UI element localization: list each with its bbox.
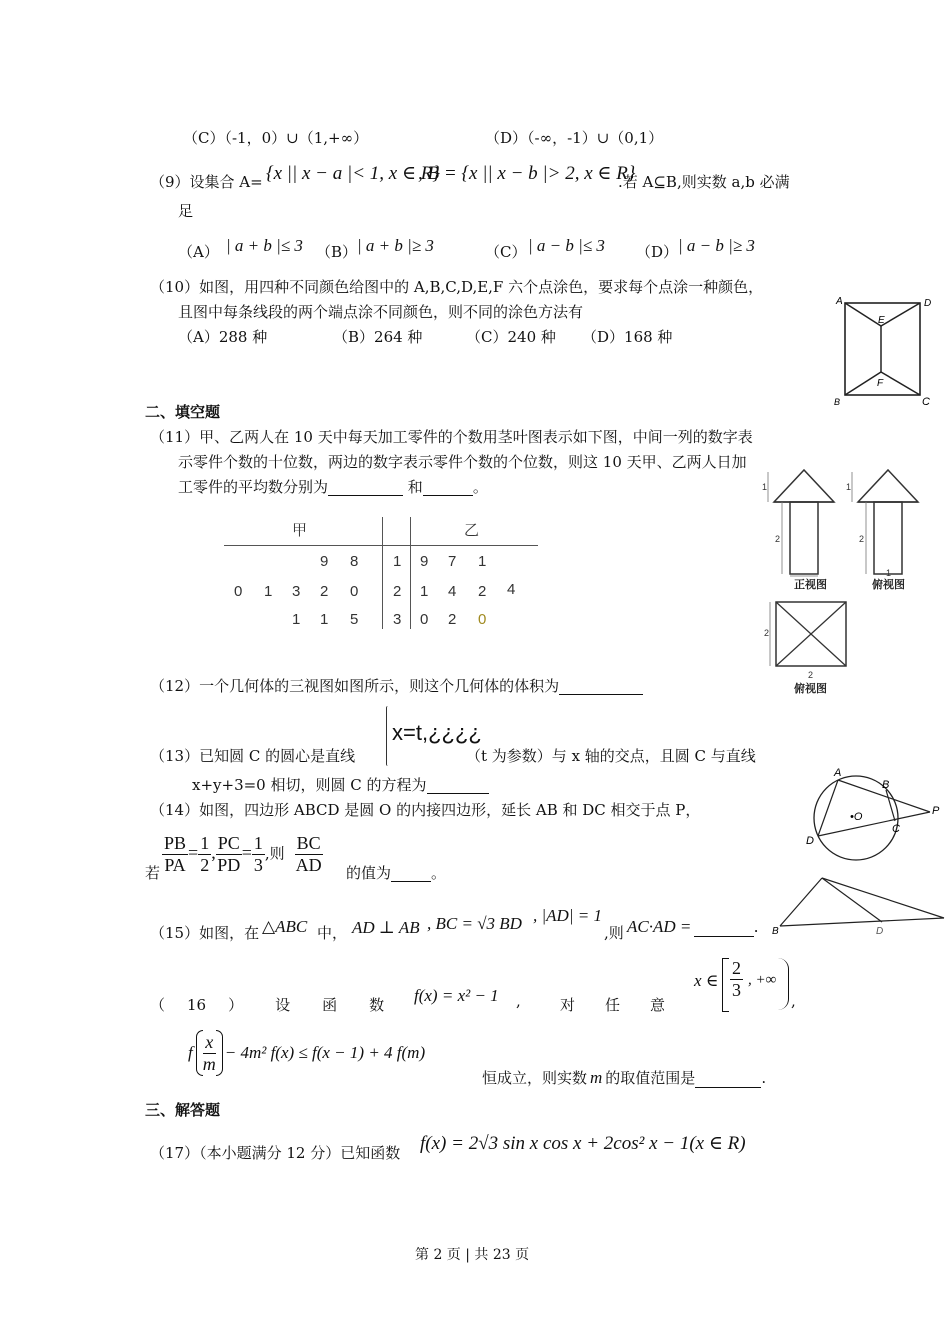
- stem-value: 2: [393, 583, 402, 600]
- q10-line2: 且图中每条线段的两个端点涂不同颜色，则不同的涂色方法有: [178, 303, 584, 321]
- q15-dot-text: AC·AD =: [627, 917, 692, 936]
- q16-tail-text: 恒成立，则实数: [482, 1069, 588, 1087]
- stem-leaf-head-jia: 甲: [292, 522, 308, 539]
- q16-ineq-num: x: [203, 1032, 216, 1054]
- q9-lead: （9）设集合 A=: [150, 173, 263, 191]
- q10-line1: （10）如图，用四种不同颜色给图中的 A,B,C,D,E,F 六个点涂色，要求每个点涂一种颜色，: [150, 278, 764, 296]
- top-dim-side: 2: [764, 628, 770, 638]
- q9-option-b-label: （B）: [316, 243, 358, 261]
- q11-line1: （11）甲、乙两人在 10 天中每天加工零件的个数用茎叶图表示如下图，中间一列的数字表: [150, 428, 753, 446]
- q13-line2-text: x+y+3=0 相切，则圆 C 的方程为: [192, 776, 427, 794]
- side-dim-1: 1: [846, 482, 852, 492]
- q10-option-a: （A）288 种: [178, 328, 268, 346]
- q9-option-d: | a − b |≥ 3: [678, 236, 755, 255]
- q15-mid: 中，: [317, 924, 348, 942]
- q16-f: f: [188, 1043, 193, 1062]
- q16-m: m: [590, 1068, 603, 1087]
- q16-number: 16: [187, 996, 207, 1014]
- leaf-right: 7: [448, 553, 457, 570]
- q16-blank[interactable]: [695, 1073, 761, 1088]
- q16-paren: [778, 958, 789, 1010]
- q15-lead: （15）如图，在: [150, 924, 260, 942]
- fig15-label-b: B: [772, 926, 779, 937]
- leaf-right: 2: [448, 611, 457, 628]
- frac-pb: PB: [164, 833, 187, 853]
- q13-line2: [192, 776, 489, 794]
- leaf-left: 0: [350, 583, 359, 600]
- leaf-left: 9: [320, 553, 329, 570]
- q16-tail-text-2: 的取值范围是: [605, 1069, 696, 1087]
- frac-den: 3: [253, 854, 263, 875]
- q16-word: 数: [369, 996, 385, 1014]
- q9-option-a-label: （A）: [178, 243, 219, 261]
- q10-option-d: （D）168 种: [582, 328, 673, 346]
- q16-lead: [150, 996, 384, 1014]
- q16-frac-num: 2: [732, 958, 741, 978]
- q9-set-a: {x || x − a |< 1, x ∈ R}: [266, 163, 440, 184]
- front-view-label: 正视图: [794, 579, 827, 591]
- stem-leaf-head-yi: 乙: [464, 522, 480, 539]
- q16-comma: ,: [516, 992, 521, 1010]
- leaf-left: 2: [320, 583, 329, 600]
- q14-ruo: 若: [145, 864, 161, 882]
- leaf-right: 0: [420, 611, 429, 628]
- q16-comma2: ,: [791, 992, 796, 1010]
- q16-word: 设: [275, 996, 291, 1014]
- leaf-right: 1: [478, 553, 487, 570]
- fig-label-e: E: [878, 315, 885, 326]
- q9-condition: .若 A⊆B,则实数 a,b 必满: [618, 173, 790, 191]
- q13-line1b: （t 为参数）与 x 轴的交点，且圆 C 与直线: [466, 747, 756, 765]
- page-footer: 第 2 页 | 共 23 页: [415, 1247, 530, 1263]
- leaf-right: 0: [478, 611, 487, 628]
- q14-tail-text: 的值为: [346, 864, 392, 882]
- fig-label-d: D: [924, 298, 932, 309]
- q15-perp: AD ⊥ AB: [352, 918, 420, 937]
- leaf-left: 1: [264, 583, 273, 600]
- q16-paren-open: （: [150, 996, 166, 1014]
- q16-word: 任: [605, 996, 621, 1014]
- leaf-left: 5: [350, 611, 359, 628]
- q13-param-eq: [392, 720, 482, 746]
- q11-line2: 示零件个数的十位数，两边的数字表示零件个数的个位数，则这 10 天甲、乙两人日加: [178, 453, 747, 471]
- stem-leaf-plot: [222, 515, 542, 635]
- q13-brace: [386, 706, 391, 766]
- top-view-label: 俯视图: [794, 683, 827, 695]
- fig-label-b: B: [834, 397, 841, 407]
- fig14-label-o: •O: [850, 811, 863, 823]
- q16-fx: f(x) = x² − 1: [414, 986, 499, 1005]
- q9-option-d-label: （D）: [636, 243, 679, 261]
- q15-blank[interactable]: [694, 922, 754, 937]
- q16-end: .: [761, 1069, 767, 1087]
- leaf-right: 2: [478, 583, 487, 600]
- q15-end: .: [754, 917, 759, 936]
- q13-lead: （13）已知圆 C 的圆心是直线: [150, 747, 356, 765]
- q9-set-b: , B = {x || x − b |> 2, x ∈ R}: [418, 163, 636, 184]
- q16-ineq-rest: − 4m² f(x) ≤ f(x − 1) + 4 f(m): [224, 1043, 426, 1062]
- stem-value: 1: [393, 553, 402, 570]
- leaf-right: 4: [507, 581, 516, 598]
- q14-blank[interactable]: [391, 867, 431, 882]
- leaf-left: 8: [350, 553, 359, 570]
- frac-pa: PA: [164, 854, 186, 875]
- q16-interval-end: , +∞: [748, 972, 777, 988]
- q11-line3: [178, 478, 488, 496]
- q10-figure: [828, 292, 938, 408]
- leaf-left: 1: [292, 611, 301, 628]
- q16-frac: [730, 958, 743, 1000]
- q8-option-d: （D）（-∞，-1）∪（0,1）: [485, 129, 664, 147]
- frac-ad: AD: [295, 854, 322, 875]
- q14-tail: [346, 864, 446, 882]
- frac-pc: PC: [217, 833, 240, 853]
- q15-dot-product: [627, 917, 759, 937]
- frac-num: 1: [253, 833, 263, 853]
- q13-blank[interactable]: [427, 779, 489, 794]
- q16-x-in: x ∈: [694, 971, 719, 990]
- equals: =: [188, 842, 199, 863]
- q17-fx: f(x) = 2√3 sin x cos x + 2cos² x − 1(x ∈ R): [420, 1133, 746, 1154]
- q16-any: [560, 996, 665, 1014]
- leaf-left: 0: [234, 583, 243, 600]
- stem-value: 3: [393, 611, 402, 628]
- q9-option-b: | a + b |≥ 3: [357, 236, 434, 255]
- three-view-figure: [762, 462, 948, 702]
- q12-blank[interactable]: [559, 680, 643, 695]
- front-dim-1: 1: [762, 482, 768, 492]
- section-answer-heading: 三、解答题: [145, 1101, 221, 1119]
- front-dim-2: 2: [775, 534, 781, 544]
- q9-option-c-label: （C）: [485, 243, 527, 261]
- q14-figure: [800, 768, 946, 884]
- q14-ze: ,则: [264, 844, 285, 863]
- leaf-right: 9: [420, 553, 429, 570]
- leaf-left: 3: [292, 583, 301, 600]
- fig14-label-b: B: [882, 779, 890, 791]
- fig-label-f: F: [877, 378, 884, 389]
- q14-end: 。: [431, 864, 447, 882]
- q16-paren-close: ）: [228, 996, 244, 1014]
- leaf-right: 1: [420, 583, 429, 600]
- q16-word: 对: [560, 996, 576, 1014]
- q9-option-a: | a + b |≤ 3: [226, 236, 303, 255]
- frac-num: 1: [200, 833, 210, 853]
- frac-bc: BC: [296, 833, 321, 853]
- q9-continuation: 足: [178, 202, 194, 220]
- q14-line1: （14）如图，四边形 ABCD 是圆 O 的内接四边形，延长 AB 和 DC 相交于点 P，: [150, 801, 701, 819]
- q16-bracket: [722, 958, 729, 1012]
- q16-frac-den: 3: [732, 979, 741, 1000]
- side-dim-2: 2: [859, 534, 865, 544]
- q9-option-c: | a − b |≤ 3: [528, 236, 605, 255]
- fig14-label-a: A: [834, 768, 842, 779]
- comma: ,: [211, 842, 216, 863]
- fig-label-a: A: [836, 296, 843, 307]
- leaf-right: 4: [448, 583, 457, 600]
- q10-option-c: （C）240 种: [466, 328, 556, 346]
- side-view-label: 俯视图: [872, 579, 905, 591]
- q15-c4: ,则: [604, 924, 624, 942]
- frac-pd: PD: [217, 854, 241, 875]
- q12-question: （12）一个几何体的三视图如图所示，则这个几何体的体积为: [150, 677, 560, 695]
- q13-param-eq-text: x=t,¿¿¿¿: [392, 720, 482, 745]
- q12-text: [150, 677, 643, 695]
- q16-inequality: [188, 1030, 425, 1076]
- top-dim-width: 2: [808, 670, 814, 680]
- frac-den: 2: [200, 854, 210, 875]
- q15-figure: [770, 874, 948, 940]
- fig14-label-p: P: [932, 805, 940, 817]
- q17-lead: （17）（本小题满分 12 分）已知函数: [150, 1144, 401, 1162]
- q16-tail: [482, 1068, 766, 1088]
- q11-line3-b: 和: [407, 478, 423, 496]
- q8-option-c: （C）（-1，0）∪（1,+∞）: [183, 129, 369, 147]
- q15-triangle: △ABC: [262, 917, 308, 936]
- q16-word: 意: [650, 996, 666, 1014]
- q11-blank-2[interactable]: [423, 481, 473, 496]
- q16-word: 函: [322, 996, 338, 1014]
- side-dim-width: 1: [886, 568, 892, 578]
- section-fill-in-heading: 二、填空题: [145, 403, 221, 421]
- fig-label-c: C: [922, 396, 930, 408]
- q11-blank-1[interactable]: [328, 481, 403, 496]
- q11-line3-a: 工零件的平均数分别为: [178, 478, 329, 496]
- fig15-label-d: D: [876, 926, 884, 937]
- q15-bc: , BC = √3 BD: [427, 914, 522, 933]
- q16-ineq-den: m: [202, 1053, 216, 1074]
- equals: =: [241, 842, 252, 863]
- q15-ad-length: , |AD| = 1: [533, 906, 602, 925]
- q11-line3-c: 。: [472, 478, 488, 496]
- fig14-label-d: D: [806, 835, 814, 847]
- q14-ratio-formula: [162, 833, 323, 875]
- q10-option-b: （B）264 种: [333, 328, 423, 346]
- fig14-label-c: C: [892, 823, 900, 835]
- leaf-left: 1: [320, 611, 329, 628]
